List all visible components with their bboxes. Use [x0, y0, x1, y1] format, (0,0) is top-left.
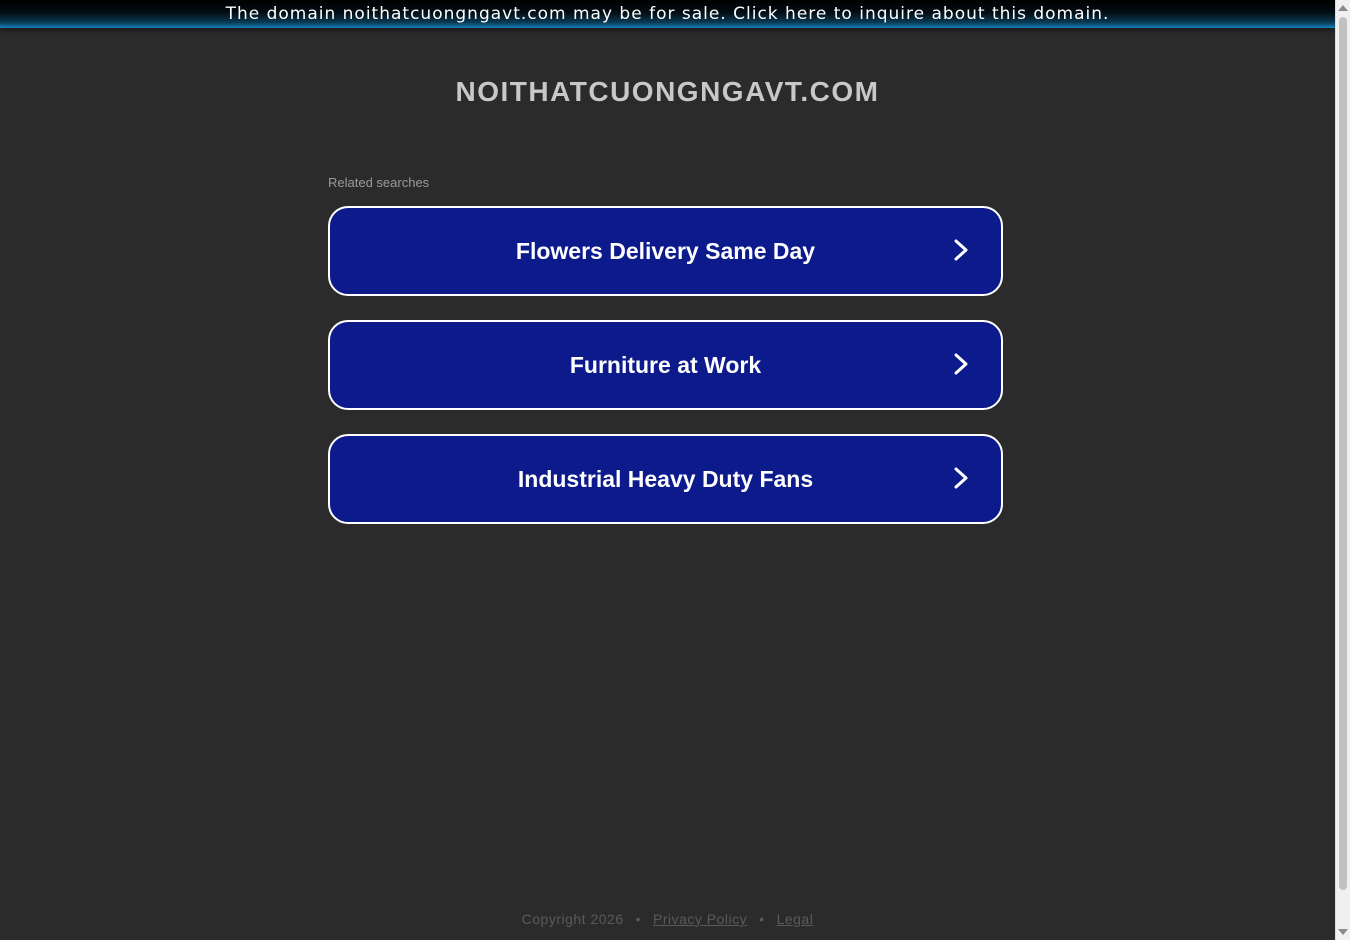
copyright-text: Copyright 2026 [521, 911, 624, 927]
chevron-right-icon [951, 466, 971, 490]
chevron-right-icon [951, 352, 971, 376]
related-search-button-fans[interactable] [328, 434, 1003, 524]
scrollbar-thumb[interactable] [1339, 17, 1347, 890]
related-search-label: Industrial Heavy Duty Fans [517, 465, 814, 492]
banner-text[interactable]: The domain noithatcuongngavt.com may be for sale. Click here to inquire about this domain. [225, 4, 1110, 24]
scroll-up-arrow-icon[interactable] [1338, 5, 1348, 11]
footer-separator: • [759, 911, 765, 927]
related-search-label: Flowers Delivery Same Day [515, 237, 816, 264]
footer-separator: • [635, 911, 642, 927]
related-searches-label: Related searches [328, 175, 430, 190]
privacy-policy-link[interactable]: Privacy Policy [653, 911, 748, 927]
legal-link[interactable]: Legal [776, 911, 814, 927]
related-search-button-flowers[interactable] [328, 206, 1003, 296]
footer [0, 911, 1335, 927]
chevron-right-icon [951, 238, 971, 262]
page-title: NOITHATCUONGNGAVT.COM [455, 76, 880, 107]
related-search-label: Furniture at Work [569, 351, 762, 378]
domain-sale-banner[interactable] [0, 0, 1335, 28]
related-search-button-furniture[interactable] [328, 320, 1003, 410]
vertical-scrollbar[interactable] [1335, 0, 1350, 940]
scroll-down-arrow-icon[interactable] [1338, 929, 1348, 935]
